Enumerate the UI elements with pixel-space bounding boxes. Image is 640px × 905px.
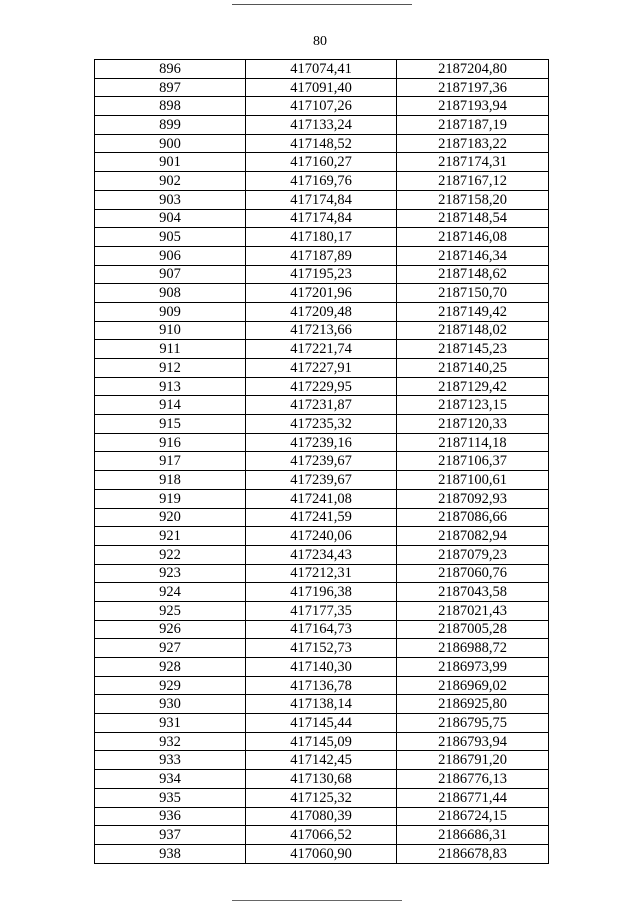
table-row — [95, 844, 549, 863]
table-row — [95, 190, 549, 209]
y-coordinate-cell: 2187021,43 — [397, 601, 549, 620]
y-coordinate-cell: 2186686,31 — [397, 826, 549, 845]
x-coordinate-cell: 417195,23 — [246, 265, 397, 284]
point-number-cell: 905 — [95, 228, 246, 247]
table-row — [95, 116, 549, 135]
x-coordinate-cell: 417196,38 — [246, 583, 397, 602]
y-coordinate-cell: 2187158,20 — [397, 190, 549, 209]
point-number-cell: 896 — [95, 60, 246, 79]
point-number-cell: 911 — [95, 340, 246, 359]
x-coordinate-cell: 417201,96 — [246, 284, 397, 303]
point-number-cell: 900 — [95, 134, 246, 153]
x-coordinate-cell: 417213,66 — [246, 321, 397, 340]
x-coordinate-cell: 417145,09 — [246, 732, 397, 751]
y-coordinate-cell: 2186795,75 — [397, 714, 549, 733]
x-coordinate-cell: 417160,27 — [246, 153, 397, 172]
table-row — [95, 639, 549, 658]
table-row — [95, 78, 549, 97]
x-coordinate-cell: 417174,84 — [246, 209, 397, 228]
y-coordinate-cell: 2187148,54 — [397, 209, 549, 228]
x-coordinate-cell: 417136,78 — [246, 676, 397, 695]
point-number-cell: 923 — [95, 564, 246, 583]
table-row — [95, 321, 549, 340]
y-coordinate-cell: 2187120,33 — [397, 415, 549, 434]
x-coordinate-cell: 417239,16 — [246, 433, 397, 452]
point-number-cell: 934 — [95, 770, 246, 789]
x-coordinate-cell: 417107,26 — [246, 97, 397, 116]
point-number-cell: 901 — [95, 153, 246, 172]
table-row — [95, 228, 549, 247]
y-coordinate-cell: 2186973,99 — [397, 658, 549, 677]
table-row — [95, 695, 549, 714]
y-coordinate-cell: 2186793,94 — [397, 732, 549, 751]
x-coordinate-cell: 417241,59 — [246, 508, 397, 527]
y-coordinate-cell: 2186969,02 — [397, 676, 549, 695]
coordinates-table — [94, 59, 549, 864]
table-row — [95, 340, 549, 359]
point-number-cell: 910 — [95, 321, 246, 340]
table-row — [95, 676, 549, 695]
point-number-cell: 909 — [95, 302, 246, 321]
x-coordinate-cell: 417177,35 — [246, 601, 397, 620]
x-coordinate-cell: 417180,17 — [246, 228, 397, 247]
point-number-cell: 920 — [95, 508, 246, 527]
y-coordinate-cell: 2186724,15 — [397, 807, 549, 826]
y-coordinate-cell: 2187129,42 — [397, 377, 549, 396]
y-coordinate-cell: 2186925,80 — [397, 695, 549, 714]
x-coordinate-cell: 417066,52 — [246, 826, 397, 845]
point-number-cell: 918 — [95, 471, 246, 490]
page-number: 80 — [313, 34, 327, 49]
point-number-cell: 916 — [95, 433, 246, 452]
table-row — [95, 508, 549, 527]
x-coordinate-cell: 417148,52 — [246, 134, 397, 153]
table-row — [95, 826, 549, 845]
point-number-cell: 904 — [95, 209, 246, 228]
y-coordinate-cell: 2186988,72 — [397, 639, 549, 658]
y-coordinate-cell: 2187100,61 — [397, 471, 549, 490]
x-coordinate-cell: 417239,67 — [246, 452, 397, 471]
point-number-cell: 935 — [95, 788, 246, 807]
point-number-cell: 919 — [95, 489, 246, 508]
table-row — [95, 564, 549, 583]
x-coordinate-cell: 417231,87 — [246, 396, 397, 415]
y-coordinate-cell: 2187079,23 — [397, 545, 549, 564]
y-coordinate-cell: 2187043,58 — [397, 583, 549, 602]
x-coordinate-cell: 417145,44 — [246, 714, 397, 733]
x-coordinate-cell: 417164,73 — [246, 620, 397, 639]
x-coordinate-cell: 417133,24 — [246, 116, 397, 135]
y-coordinate-cell: 2187197,36 — [397, 78, 549, 97]
point-number-cell: 915 — [95, 415, 246, 434]
x-coordinate-cell: 417239,67 — [246, 471, 397, 490]
point-number-cell: 908 — [95, 284, 246, 303]
x-coordinate-cell: 417235,32 — [246, 415, 397, 434]
point-number-cell: 932 — [95, 732, 246, 751]
table-row — [95, 658, 549, 677]
x-coordinate-cell: 417209,48 — [246, 302, 397, 321]
x-coordinate-cell: 417227,91 — [246, 359, 397, 378]
point-number-cell: 898 — [95, 97, 246, 116]
table-row — [95, 433, 549, 452]
table-row — [95, 134, 549, 153]
table-row — [95, 770, 549, 789]
table-row — [95, 452, 549, 471]
x-coordinate-cell: 417234,43 — [246, 545, 397, 564]
table-row — [95, 172, 549, 191]
x-coordinate-cell: 417142,45 — [246, 751, 397, 770]
x-coordinate-cell: 417060,90 — [246, 844, 397, 863]
y-coordinate-cell: 2187187,19 — [397, 116, 549, 135]
point-number-cell: 897 — [95, 78, 246, 97]
point-number-cell: 937 — [95, 826, 246, 845]
table-row — [95, 601, 549, 620]
point-number-cell: 899 — [95, 116, 246, 135]
table-row — [95, 246, 549, 265]
y-coordinate-cell: 2187149,42 — [397, 302, 549, 321]
x-coordinate-cell: 417187,89 — [246, 246, 397, 265]
y-coordinate-cell: 2187150,70 — [397, 284, 549, 303]
table-row — [95, 209, 549, 228]
x-coordinate-cell: 417138,14 — [246, 695, 397, 714]
x-coordinate-cell: 417074,41 — [246, 60, 397, 79]
x-coordinate-cell: 417125,32 — [246, 788, 397, 807]
x-coordinate-cell: 417140,30 — [246, 658, 397, 677]
point-number-cell: 907 — [95, 265, 246, 284]
table-row — [95, 284, 549, 303]
table-row — [95, 153, 549, 172]
table-row — [95, 471, 549, 490]
point-number-cell: 933 — [95, 751, 246, 770]
y-coordinate-cell: 2187092,93 — [397, 489, 549, 508]
y-coordinate-cell: 2187146,34 — [397, 246, 549, 265]
table-row — [95, 302, 549, 321]
table-row — [95, 788, 549, 807]
table-row — [95, 807, 549, 826]
point-number-cell: 914 — [95, 396, 246, 415]
x-coordinate-cell: 417240,06 — [246, 527, 397, 546]
table-row — [95, 265, 549, 284]
y-coordinate-cell: 2187146,08 — [397, 228, 549, 247]
x-coordinate-cell: 417152,73 — [246, 639, 397, 658]
point-number-cell: 906 — [95, 246, 246, 265]
coordinates-table-body — [95, 60, 549, 864]
table-row — [95, 377, 549, 396]
x-coordinate-cell: 417221,74 — [246, 340, 397, 359]
point-number-cell: 922 — [95, 545, 246, 564]
point-number-cell: 902 — [95, 172, 246, 191]
table-row — [95, 527, 549, 546]
x-coordinate-cell: 417091,40 — [246, 78, 397, 97]
table-row — [95, 489, 549, 508]
y-coordinate-cell: 2187106,37 — [397, 452, 549, 471]
x-coordinate-cell: 417212,31 — [246, 564, 397, 583]
table-row — [95, 620, 549, 639]
y-coordinate-cell: 2187193,94 — [397, 97, 549, 116]
table-row — [95, 97, 549, 116]
point-number-cell: 930 — [95, 695, 246, 714]
scan-edge-line-top — [232, 4, 412, 5]
table-row — [95, 751, 549, 770]
point-number-cell: 924 — [95, 583, 246, 602]
y-coordinate-cell: 2187204,80 — [397, 60, 549, 79]
y-coordinate-cell: 2187148,02 — [397, 321, 549, 340]
y-coordinate-cell: 2187082,94 — [397, 527, 549, 546]
y-coordinate-cell: 2186776,13 — [397, 770, 549, 789]
point-number-cell: 926 — [95, 620, 246, 639]
point-number-cell: 927 — [95, 639, 246, 658]
point-number-cell: 925 — [95, 601, 246, 620]
table-row — [95, 60, 549, 79]
y-coordinate-cell: 2187174,31 — [397, 153, 549, 172]
x-coordinate-cell: 417174,84 — [246, 190, 397, 209]
point-number-cell: 917 — [95, 452, 246, 471]
y-coordinate-cell: 2187167,12 — [397, 172, 549, 191]
point-number-cell: 928 — [95, 658, 246, 677]
point-number-cell: 938 — [95, 844, 246, 863]
x-coordinate-cell: 417169,76 — [246, 172, 397, 191]
point-number-cell: 903 — [95, 190, 246, 209]
y-coordinate-cell: 2187114,18 — [397, 433, 549, 452]
table-row — [95, 583, 549, 602]
point-number-cell: 929 — [95, 676, 246, 695]
table-row — [95, 415, 549, 434]
y-coordinate-cell: 2187183,22 — [397, 134, 549, 153]
table-row — [95, 732, 549, 751]
point-number-cell: 936 — [95, 807, 246, 826]
table-row — [95, 714, 549, 733]
x-coordinate-cell: 417229,95 — [246, 377, 397, 396]
x-coordinate-cell: 417130,68 — [246, 770, 397, 789]
table-row — [95, 545, 549, 564]
y-coordinate-cell: 2186678,83 — [397, 844, 549, 863]
y-coordinate-cell: 2187145,23 — [397, 340, 549, 359]
y-coordinate-cell: 2187123,15 — [397, 396, 549, 415]
y-coordinate-cell: 2186791,20 — [397, 751, 549, 770]
x-coordinate-cell: 417080,39 — [246, 807, 397, 826]
y-coordinate-cell: 2187005,28 — [397, 620, 549, 639]
y-coordinate-cell: 2187140,25 — [397, 359, 549, 378]
y-coordinate-cell: 2187086,66 — [397, 508, 549, 527]
y-coordinate-cell: 2187148,62 — [397, 265, 549, 284]
scan-edge-line-bottom — [232, 900, 402, 901]
y-coordinate-cell: 2187060,76 — [397, 564, 549, 583]
point-number-cell: 913 — [95, 377, 246, 396]
point-number-cell: 931 — [95, 714, 246, 733]
table-row — [95, 359, 549, 378]
x-coordinate-cell: 417241,08 — [246, 489, 397, 508]
point-number-cell: 921 — [95, 527, 246, 546]
table-row — [95, 396, 549, 415]
point-number-cell: 912 — [95, 359, 246, 378]
y-coordinate-cell: 2186771,44 — [397, 788, 549, 807]
